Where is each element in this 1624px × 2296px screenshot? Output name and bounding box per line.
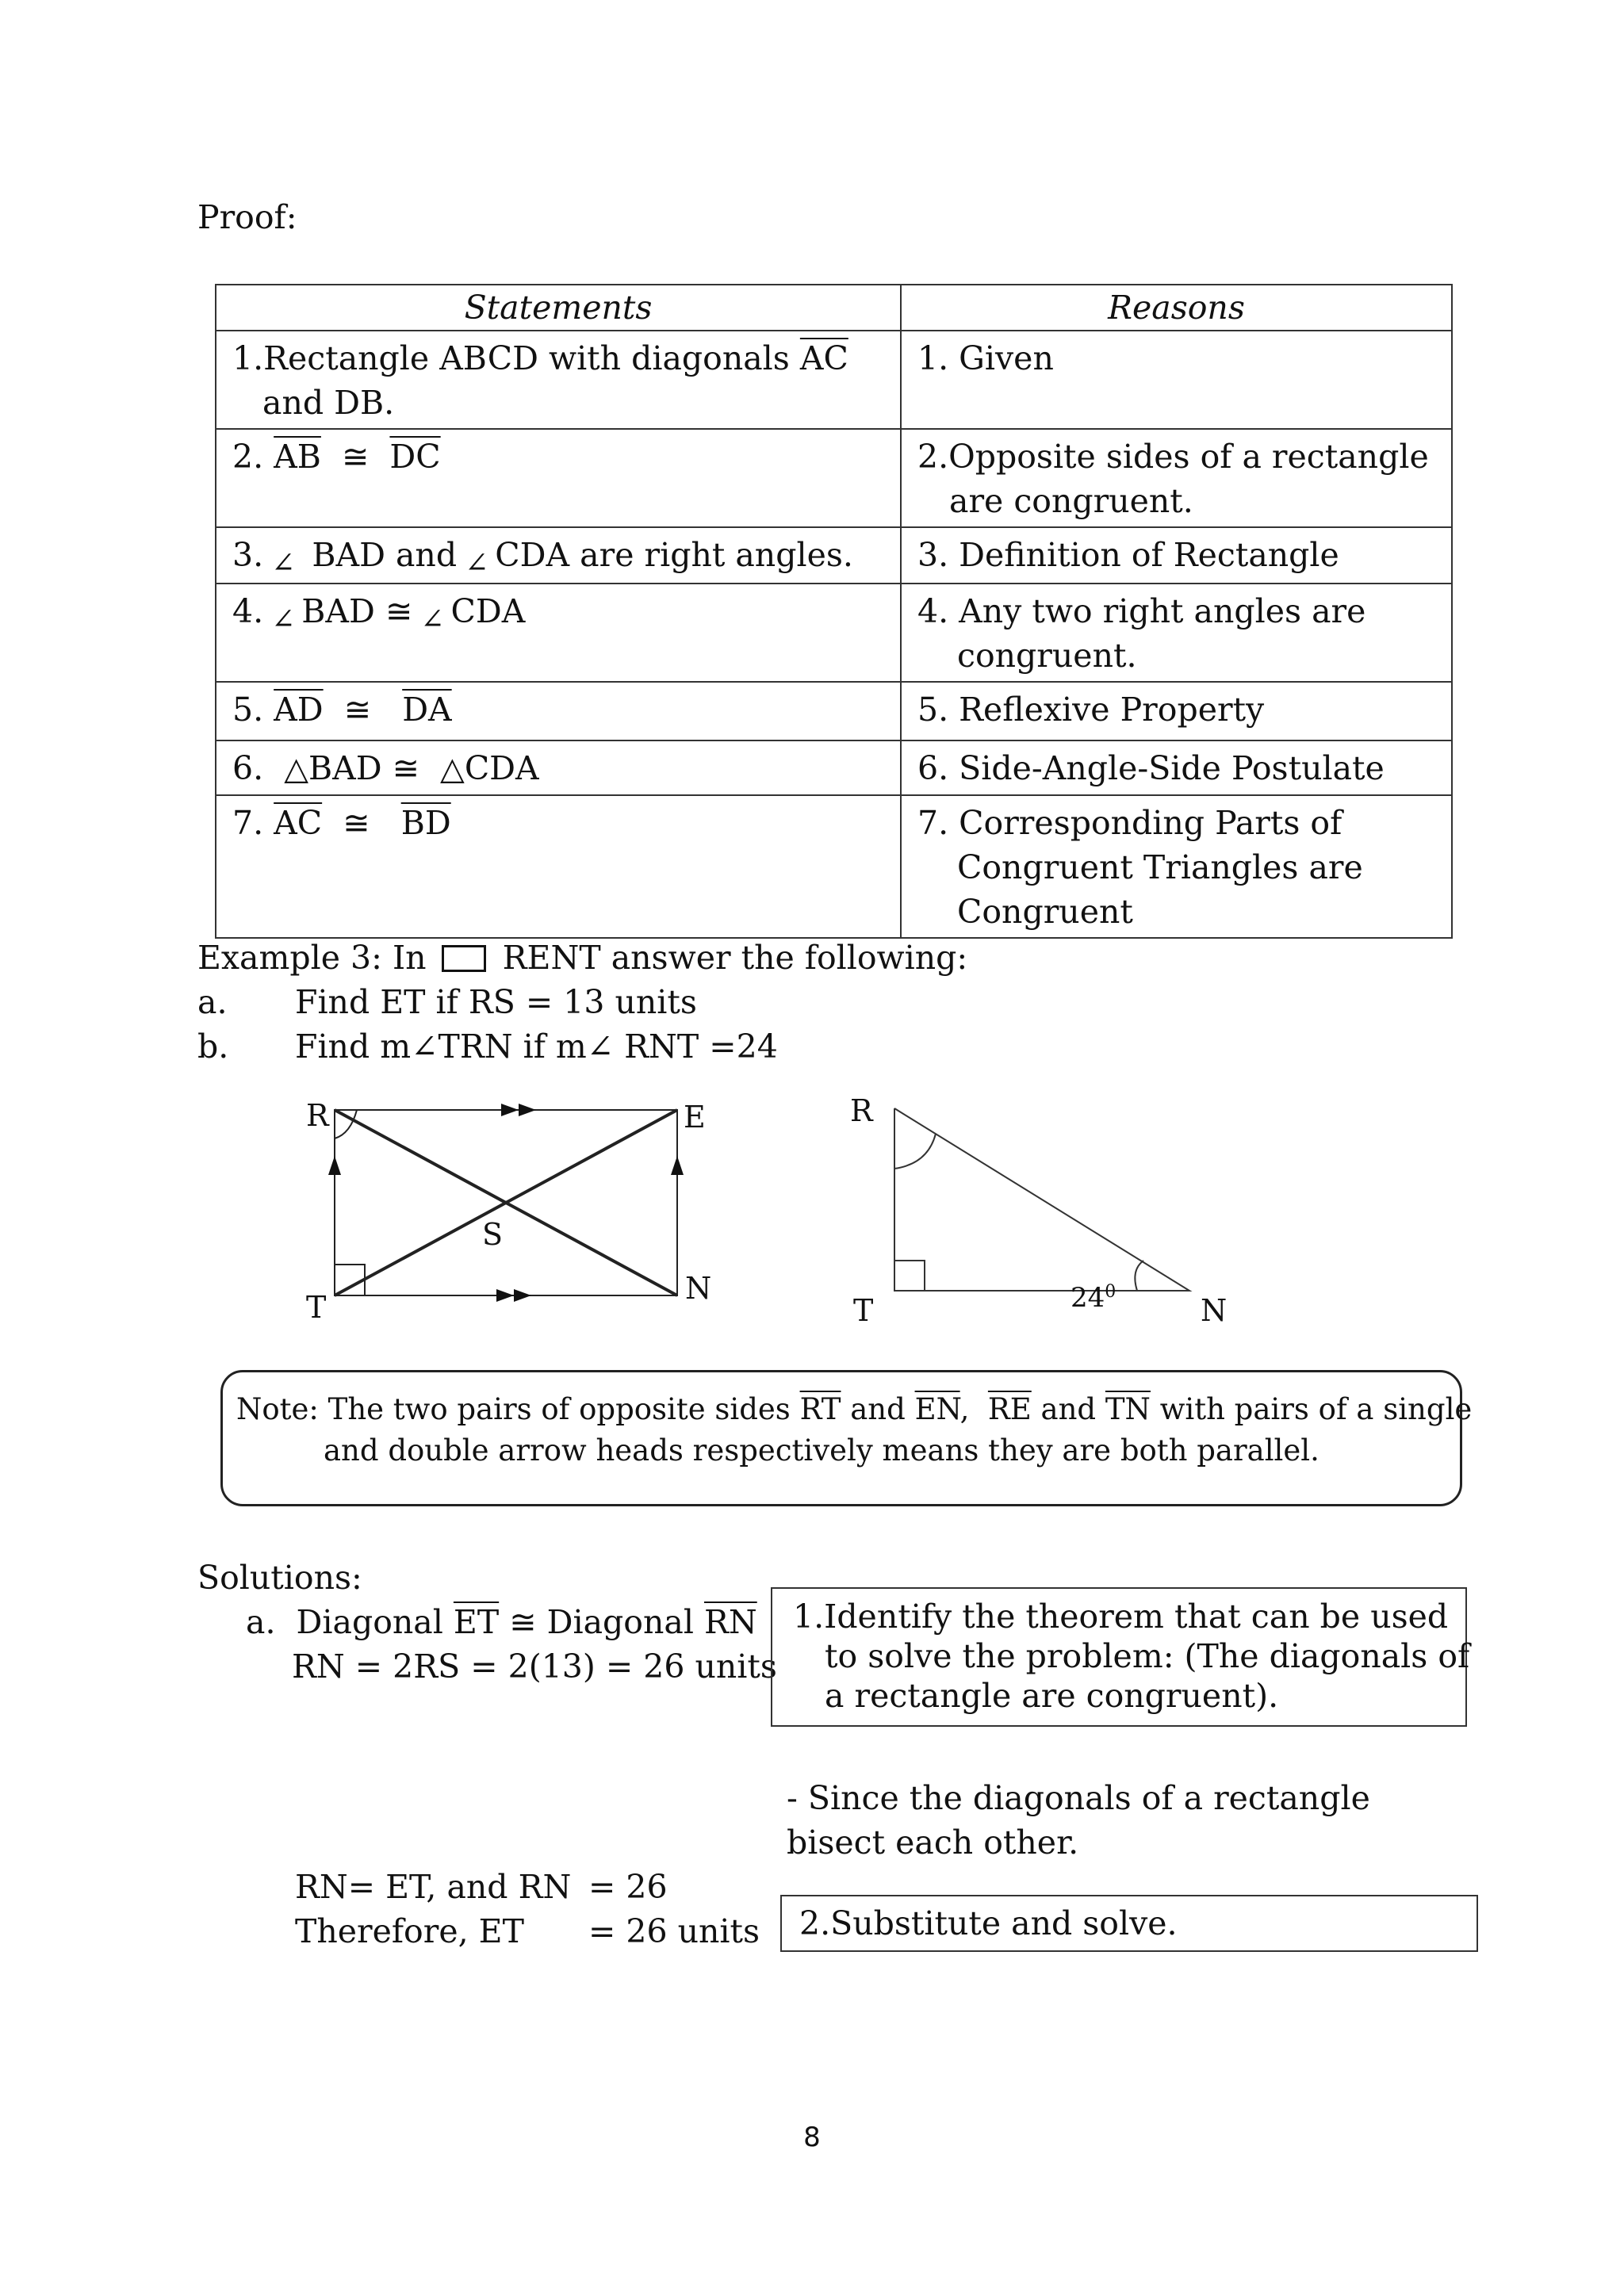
angle-arc-n: [1135, 1261, 1143, 1291]
reason-cell: 1. Given: [901, 331, 1452, 429]
table-row: [216, 682, 1452, 740]
reasons-header: Reasons: [901, 285, 1452, 331]
rn-et-left: RN= ET, and RN: [295, 1868, 572, 1906]
reason-cell: 7. Corresponding Parts of Congruent Triangles are Congruent: [901, 795, 1452, 938]
since-line-2: bisect each other.: [787, 1823, 1079, 1862]
reason-cell: 4. Any two right angles are congruent.: [901, 584, 1452, 682]
rn-et-right: = 26: [588, 1868, 668, 1906]
statement-cell: 3. ∠ BAD and ∠ CDA are right angles.: [216, 527, 901, 584]
statement-cell: 1.Rectangle ABCD with diagonals $\overline{AC}$ and DB.: [216, 331, 901, 429]
segment-tn: $\overline{TN}$: [1105, 1392, 1151, 1426]
table-row: [216, 584, 1452, 682]
table-header-row: [216, 285, 1452, 331]
item-letter-a: a.: [197, 983, 228, 1021]
solution-a-line-2: RN = 2RS = 2(13) = 26 units: [292, 1647, 777, 1686]
label-r: R: [306, 1098, 329, 1133]
segment-da: $\overline{DA}$: [402, 691, 452, 729]
reason-cell: 6. Side-Angle-Side Postulate: [901, 740, 1452, 795]
step-1-line-1: 1.Identify the theorem that can be used: [793, 1598, 1449, 1636]
table-row: [216, 429, 1452, 527]
right-angle-mark: [894, 1261, 925, 1291]
segment-ad: $\overline{AD}$: [274, 691, 324, 729]
segment-ac: $\overline{AC}$: [274, 804, 323, 842]
statements-header: Statements: [216, 285, 901, 331]
reason-cell: 3. Definition of Rectangle: [901, 527, 1452, 584]
segment-bd: $\overline{BD}$: [400, 804, 451, 842]
label-n: N: [685, 1271, 712, 1306]
segment-en: $\overline{EN}$: [914, 1392, 960, 1426]
solution-a-line-1: a. Diagonal $\overline{ET}$ ≅ Diagonal $\overline{RN}$: [246, 1603, 757, 1641]
reason-cell: 2.Opposite sides of a rectangle are congruent.: [901, 429, 1452, 527]
reason-cell: 5. Reflexive Property: [901, 682, 1452, 740]
step-1-line-2: to solve the problem: (The diagonals of: [825, 1637, 1470, 1675]
item-text-a: Find ET if RS = 13 units: [295, 983, 697, 1021]
rectangle-symbol-icon: [442, 945, 486, 972]
page-number: 8: [803, 2122, 821, 2153]
table-row: [216, 740, 1452, 795]
double-arrow-top-icon: [519, 1104, 536, 1116]
solutions-heading: Solutions:: [197, 1559, 362, 1597]
example-intro: Example 3: In RENT answer the following:: [197, 939, 968, 977]
segment-ac: $\overline{AC}$: [799, 339, 848, 377]
triangle-icon: △: [284, 751, 308, 787]
statement-cell: 6. △BAD ≅ △CDA: [216, 740, 901, 795]
note-line-1: Note: The two pairs of opposite sides $\overline{RT}$ and $\overline{EN}$, $\overline{RE}$ and $\overline{TN}$ with pairs of a single: [236, 1392, 1473, 1426]
item-letter-b: b.: [197, 1027, 229, 1066]
statement-cell: 7. $\overline{AC}$ ≅ $\overline{BD}$: [216, 795, 901, 938]
segment-dc: $\overline{DC}$: [389, 438, 441, 476]
segment-ab: $\overline{AB}$: [274, 438, 321, 476]
label-s: S: [482, 1217, 504, 1252]
label-t: T: [853, 1293, 874, 1324]
angle-icon: ∠: [420, 603, 445, 636]
double-arrow-bottom-icon: [496, 1289, 514, 1302]
triangle-icon: △: [440, 751, 465, 787]
arrow-up-right-icon: [671, 1156, 684, 1175]
table-row: [216, 527, 1452, 584]
label-r: R: [850, 1093, 873, 1128]
therefore-right: = 26 units: [588, 1912, 760, 1950]
note-line-2: and double arrow heads respectively means they are both parallel.: [324, 1433, 1320, 1468]
segment-et: $\overline{ET}$: [453, 1603, 500, 1641]
item-text-b: Find m∠TRN if m∠ RNT =24: [295, 1027, 778, 1066]
triangle-outline: [894, 1108, 1189, 1291]
step-2-text: 2.Substitute and solve.: [799, 1904, 1178, 1942]
statement-cell: 5. $\overline{AD}$ ≅ $\overline{DA}$: [216, 682, 901, 740]
segment-re: $\overline{RE}$: [987, 1392, 1032, 1426]
rectangle-rent-figure: [293, 1086, 722, 1324]
label-e: E: [684, 1100, 706, 1135]
since-line-1: - Since the diagonals of a rectangle: [787, 1779, 1370, 1817]
table-row: [216, 795, 1452, 938]
table-row: [216, 331, 1452, 429]
angle-icon: ∠: [271, 547, 296, 580]
segment-rt: $\overline{RT}$: [799, 1392, 841, 1426]
proof-heading: Proof:: [197, 198, 297, 236]
angle-24-label: $24^0$: [1071, 1282, 1116, 1314]
segment-rn: $\overline{RN}$: [703, 1603, 757, 1641]
step-1-line-3: a rectangle are congruent).: [825, 1677, 1279, 1715]
double-arrow-bottom-icon: [514, 1289, 531, 1302]
proof-table: [215, 284, 1453, 939]
statement-cell: 4. ∠ BAD ≅ ∠ CDA: [216, 584, 901, 682]
therefore-left: Therefore, ET: [295, 1912, 524, 1950]
label-t: T: [306, 1290, 327, 1324]
angle-icon: ∠: [271, 603, 296, 636]
triangle-rtn-figure: [841, 1086, 1253, 1324]
angle-icon: ∠: [465, 547, 489, 580]
angle-arc-r: [894, 1134, 936, 1169]
arrow-up-left-icon: [328, 1156, 341, 1175]
label-n: N: [1201, 1293, 1228, 1324]
statement-cell: 2. $\overline{AB}$ ≅ $\overline{DC}$: [216, 429, 901, 527]
note-text: [236, 1389, 1472, 1471]
double-arrow-top-icon: [501, 1104, 519, 1116]
